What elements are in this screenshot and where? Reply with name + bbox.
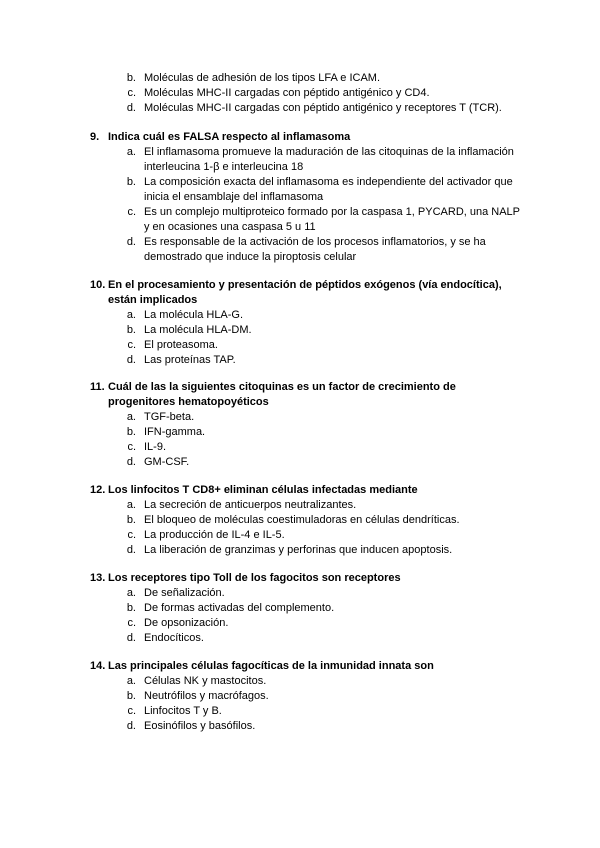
question-9-option-b xyxy=(0,175,600,191)
carryover-option-d xyxy=(0,101,600,117)
option-text: La producción de IL-4 e IL-5. xyxy=(144,529,285,541)
question-number: 14. xyxy=(90,660,106,672)
option-text: La secreción de anticuerpos neutralizantes. xyxy=(144,499,357,511)
question-11-option-b xyxy=(0,425,600,441)
question-10-option-b xyxy=(0,323,600,339)
option-text: IFN-gamma. xyxy=(144,426,206,438)
option-letter: a. xyxy=(126,309,136,321)
option-text: Es un complejo multiproteico formado por la caspasa 1, PYCARD, una NALP xyxy=(144,206,521,218)
option-text: GM-CSF. xyxy=(144,456,190,468)
option-letter: b. xyxy=(126,176,136,188)
question-number: 13. xyxy=(90,572,106,584)
option-letter: d. xyxy=(126,102,136,114)
option-letter: b. xyxy=(126,72,136,84)
option-letter: b. xyxy=(126,324,136,336)
option-text-continuation: y en ocasiones una caspasa 5 u 11 xyxy=(144,221,316,233)
option-text: Linfocitos T y B. xyxy=(144,705,222,717)
option-text: Neutrófilos y macrófagos. xyxy=(144,690,269,702)
option-text-continuation: interleucina 1-β e interleucina 18 xyxy=(144,161,304,173)
question-10-option-d xyxy=(0,353,600,369)
option-text: Moléculas MHC-II cargadas con péptido antigénico y CD4. xyxy=(144,87,430,99)
option-letter: c. xyxy=(127,339,136,351)
option-text: La molécula HLA-G. xyxy=(144,309,244,321)
question-text: En el procesamiento y presentación de péptidos exógenos (vía endocítica), xyxy=(108,279,502,291)
option-text: Las proteínas TAP. xyxy=(144,354,236,366)
option-text: Eosinófilos y basófilos. xyxy=(144,720,256,732)
question-number: 12. xyxy=(90,484,106,496)
question-text: Indica cuál es FALSA respecto al inflamasoma xyxy=(108,131,351,143)
question-text-continuation: están implicados xyxy=(108,294,198,306)
option-text: Moléculas de adhesión de los tipos LFA e ICAM. xyxy=(144,72,381,84)
option-text: La composición exacta del inflamasoma es independiente del activador que xyxy=(144,176,513,188)
option-text: La molécula HLA-DM. xyxy=(144,324,252,336)
option-text: Células NK y mastocitos. xyxy=(144,675,267,687)
option-letter: a. xyxy=(126,587,136,599)
question-9-option-a xyxy=(0,145,600,161)
question-12-option-b xyxy=(0,513,600,529)
option-letter: d. xyxy=(126,354,136,366)
option-text-continuation: demostrado que induce la piroptosis celular xyxy=(144,251,357,263)
carryover-option-c xyxy=(0,86,600,102)
option-letter: b. xyxy=(126,690,136,702)
option-text: El bloqueo de moléculas coestimuladoras en células dendríticas. xyxy=(144,514,460,526)
question-12-option-d xyxy=(0,543,600,559)
option-text: De opsonización. xyxy=(144,617,229,629)
option-letter: a. xyxy=(126,675,136,687)
option-text: La liberación de granzimas y perforinas que inducen apoptosis. xyxy=(144,544,453,556)
option-letter: b. xyxy=(126,426,136,438)
question-13-option-a xyxy=(0,586,600,602)
option-letter: c. xyxy=(127,87,136,99)
option-letter: d. xyxy=(126,236,136,248)
option-letter: c. xyxy=(127,529,136,541)
option-text: De señalización. xyxy=(144,587,225,599)
option-letter: d. xyxy=(126,632,136,644)
question-12-option-a xyxy=(0,498,600,514)
option-letter: a. xyxy=(126,411,136,423)
option-text: De formas activadas del complemento. xyxy=(144,602,335,614)
option-text: El inflamasoma promueve la maduración de las citoquinas de la inflamación xyxy=(144,146,514,158)
option-letter: c. xyxy=(127,441,136,453)
question-9-option-d xyxy=(0,235,600,251)
question-9-option-c xyxy=(0,205,600,221)
question-text-continuation: progenitores hematopoyéticos xyxy=(108,396,269,408)
question-13-option-d xyxy=(0,631,600,647)
question-10-option-c xyxy=(0,338,600,354)
question-13-option-c xyxy=(0,616,600,632)
question-text: Las principales células fagocíticas de la inmunidad innata son xyxy=(108,660,434,672)
question-number: 10. xyxy=(90,279,106,291)
option-letter: c. xyxy=(127,617,136,629)
option-text: TGF-beta. xyxy=(144,411,195,423)
question-11-option-a xyxy=(0,410,600,426)
question-11-option-c xyxy=(0,440,600,456)
option-text-continuation: inicia el ensamblaje del inflamasoma xyxy=(144,191,324,203)
option-text: El proteasoma. xyxy=(144,339,218,351)
option-letter: a. xyxy=(126,146,136,158)
question-14-option-d xyxy=(0,719,600,735)
option-letter: c. xyxy=(127,705,136,717)
option-letter: c. xyxy=(127,206,136,218)
option-letter: b. xyxy=(126,602,136,614)
option-letter: d. xyxy=(126,456,136,468)
question-11-option-d xyxy=(0,455,600,471)
question-text: Los receptores tipo Toll de los fagocitos son receptores xyxy=(108,572,401,584)
option-text: Es responsable de la activación de los procesos inflamatorios, y se ha xyxy=(144,236,486,248)
question-text: Los linfocitos T CD8+ eliminan células infectadas mediante xyxy=(108,484,418,496)
question-14-option-b xyxy=(0,689,600,705)
question-13-option-b xyxy=(0,601,600,617)
option-letter: a. xyxy=(126,499,136,511)
question-12-option-c xyxy=(0,528,600,544)
question-number: 11. xyxy=(90,381,105,393)
option-letter: d. xyxy=(126,544,136,556)
question-number: 9. xyxy=(90,131,100,143)
option-text: Moléculas MHC-II cargadas con péptido antigénico y receptores T (TCR). xyxy=(144,102,502,114)
carryover-option-b xyxy=(0,71,600,87)
question-text: Cuál de las la siguientes citoquinas es un factor de crecimiento de xyxy=(108,381,456,393)
option-text: IL-9. xyxy=(144,441,167,453)
question-14-option-c xyxy=(0,704,600,720)
question-10-option-a xyxy=(0,308,600,324)
option-letter: d. xyxy=(126,720,136,732)
option-letter: b. xyxy=(126,514,136,526)
question-14-option-a xyxy=(0,674,600,690)
option-text: Endocíticos. xyxy=(144,632,204,644)
